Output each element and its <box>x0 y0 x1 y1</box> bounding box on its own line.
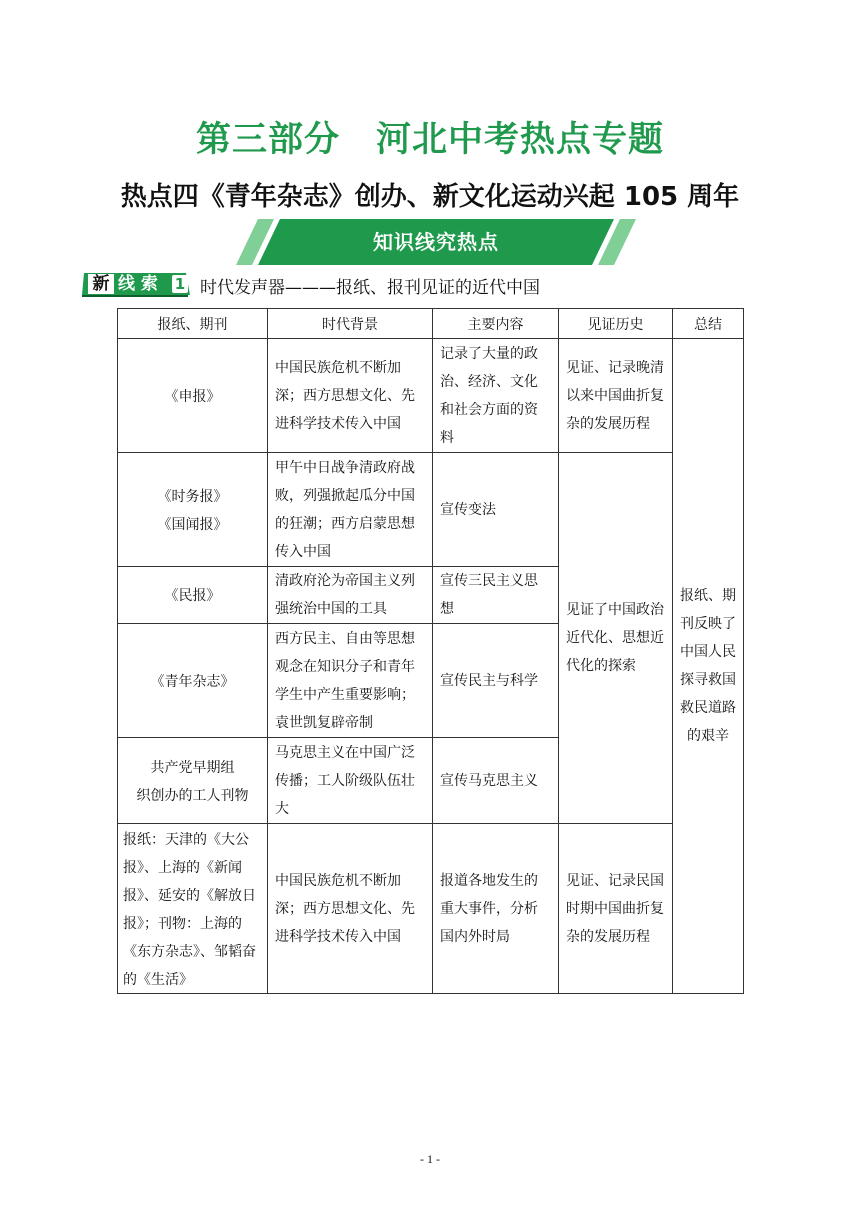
page-number: - 1 - <box>420 1152 440 1166</box>
row-name: 《青年杂志》 <box>118 624 268 738</box>
header-content: 主要内容 <box>433 309 559 339</box>
header-newspaper: 报纸、期刊 <box>118 309 268 339</box>
row-background: 中国民族危机不断加深；西方思想文化、先进科学技术传入中国 <box>268 824 433 994</box>
clue-heading <box>80 270 680 302</box>
clue-badge-char: 新 <box>92 274 110 294</box>
hot-topic-title: 热点四《青年杂志》创办、新文化运动兴起 105 周年 <box>120 182 740 212</box>
row-content: 报道各地发生的重大事件，分析国内外时局 <box>433 824 559 994</box>
header-summary: 总结 <box>673 309 744 339</box>
merged-history-cell: 见证了中国政治近代化、思想近代化的探索 <box>559 453 673 824</box>
row-name: 报纸：天津的《大公报》、上海的《新闻报》、延安的《解放日报》；刊物：上海的《东方杂志》、邹韬奋的《生活》 <box>118 824 268 994</box>
table-row <box>118 824 744 994</box>
table-row <box>118 339 744 453</box>
row-background: 西方民主、自由等思想观念在知识分子和青年学生中产生重要影响；袁世凯复辟帝制 <box>268 624 433 738</box>
row-content: 宣传三民主义思想 <box>433 567 559 624</box>
row-background: 清政府沦为帝国主义列强统治中国的工具 <box>268 567 433 624</box>
row-history: 见证、记录晚清以来中国曲折复杂的发展历程 <box>559 339 673 453</box>
row-content: 记录了大量的政治、经济、文化和社会方面的资料 <box>433 339 559 453</box>
table-header-row <box>118 309 744 339</box>
row-background: 中国民族危机不断加深；西方思想文化、先进科学技术传入中国 <box>268 339 433 453</box>
table-row <box>118 453 744 567</box>
row-content: 宣传变法 <box>433 453 559 567</box>
row-name: 共产党早期组 织创办的工人刊物 <box>118 738 268 824</box>
row-content: 宣传马克思主义 <box>433 738 559 824</box>
clue-title: 时代发声器———报纸、报刊见证的近代中国 <box>200 278 540 298</box>
row-name: 《时务报》 《国闻报》 <box>118 453 268 567</box>
row-name: 《申报》 <box>118 339 268 453</box>
summary-cell: 报纸、期刊反映了中国人民探寻救国救民道路的艰辛 <box>673 339 744 994</box>
part-title: 第三部分 河北中考热点专题 <box>195 120 664 160</box>
clue-badge-label: 线 索 <box>118 274 158 294</box>
clue-badge-number: 1 <box>174 275 186 293</box>
row-content: 宣传民主与科学 <box>433 624 559 738</box>
history-table <box>117 308 744 994</box>
header-background: 时代背景 <box>268 309 433 339</box>
row-history: 见证、记录民国时期中国曲折复杂的发展历程 <box>559 824 673 994</box>
row-background: 甲午中日战争清政府战败，列强掀起瓜分中国的狂潮；西方启蒙思想传入中国 <box>268 453 433 567</box>
section-banner <box>236 219 636 265</box>
row-background: 马克思主义在中国广泛传播；工人阶级队伍壮大 <box>268 738 433 824</box>
header-history: 见证历史 <box>559 309 673 339</box>
row-name: 《民报》 <box>118 567 268 624</box>
banner-label: 知识线究热点 <box>373 230 499 254</box>
